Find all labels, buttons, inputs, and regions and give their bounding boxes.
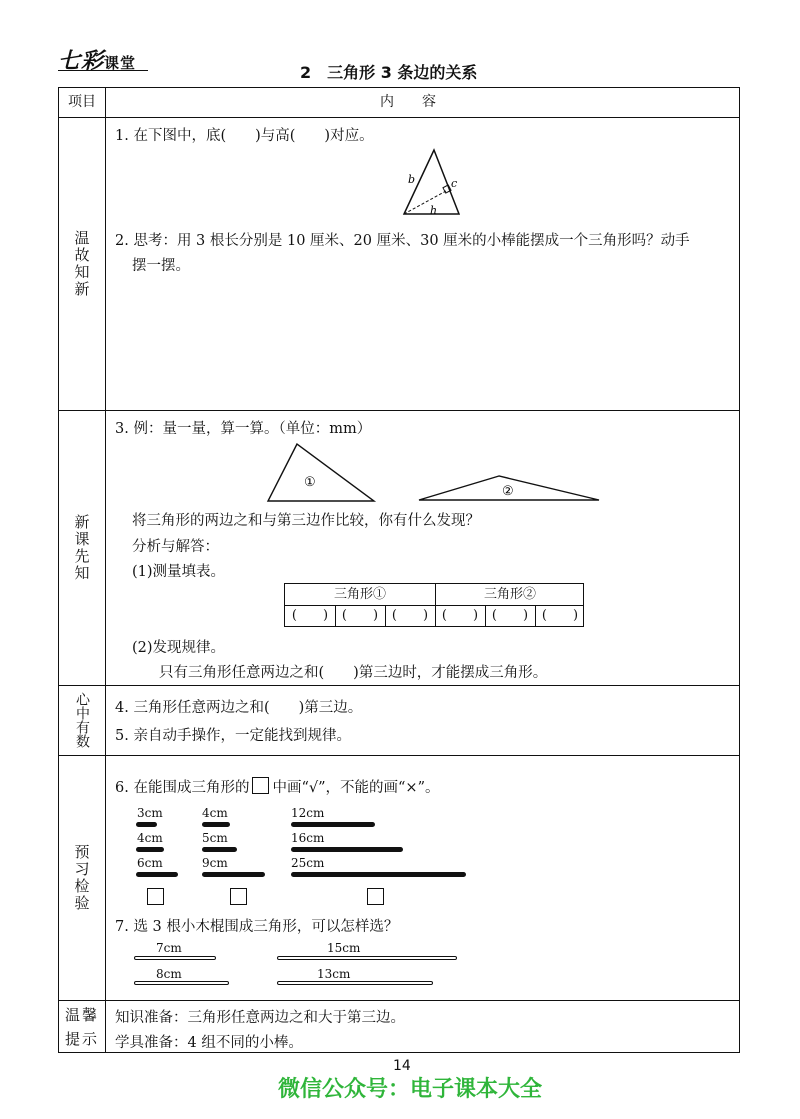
section-preview-label: 预习检验 (72, 843, 91, 912)
stick-15cm (277, 956, 457, 960)
bar-label: 9cm (202, 856, 228, 870)
question-4: 4. 三角形任意两边之和( )第三边。 (115, 700, 363, 716)
triangle-1 (268, 444, 374, 501)
stick-bar-16cm (291, 847, 403, 852)
header-content: 内容 (380, 94, 464, 110)
stick-bar-3cm (136, 822, 157, 827)
section-review-label: 温故知新 (72, 229, 91, 298)
stick-label: 8cm (156, 967, 182, 981)
height-line (404, 191, 446, 214)
bar-label: 25cm (291, 856, 325, 870)
stick-label: 7cm (156, 941, 182, 955)
bar-label: 5cm (202, 831, 228, 845)
stick-bar-5cm (202, 847, 237, 852)
tip-line-1: 知识准备：三角形任意两边之和大于第三边。 (115, 1010, 405, 1026)
section-tips-label: 温馨提示 (64, 1006, 99, 1048)
question-5: 5. 亲自动手操作，一定能找到规律。 (115, 728, 351, 744)
question-6-part-b: 中画“√”，不能的画“×”。 (272, 780, 440, 796)
table-cell[interactable]: ( ) (491, 608, 529, 623)
question-7: 7. 选 3 根小木棍围成三角形，可以怎样选？ (115, 919, 399, 935)
section-mind-label: 心中有数 (74, 692, 90, 748)
stick-label: 15cm (327, 941, 361, 955)
question-3: 3. 例：量一量，算一算。（单位：mm） (115, 421, 372, 437)
header-item: 项目 (68, 94, 96, 110)
step-1: (1)测量填表。 (132, 564, 226, 580)
label-c: c (451, 177, 458, 190)
tip-line-2: 学具准备：4 组不同的小棒。 (115, 1035, 303, 1051)
triangle-2-label: ② (502, 484, 514, 499)
watermark-text: 微信公众号：电子课本大全 (278, 1077, 543, 1102)
stick-bar-6cm (136, 872, 178, 877)
table-cell[interactable]: ( ) (341, 608, 379, 623)
stick-label: 13cm (317, 967, 351, 981)
checkbox-sample (252, 777, 269, 794)
column-divider (105, 88, 106, 1052)
question-2-line1: 2. 思考：用 3 根长分别是 10 厘米、20 厘米、30 厘米的小棒能摆成一个三角形吗？动手 (115, 233, 690, 249)
triangle-1-label: ① (304, 475, 316, 490)
table-header-2: 三角形② (483, 587, 536, 602)
logo-main: 七彩 (58, 49, 105, 74)
row-divider (59, 685, 739, 686)
answer-checkbox-3[interactable] (367, 888, 384, 905)
label-b: b (408, 173, 416, 186)
stick-7cm (134, 956, 216, 960)
section-new-lesson (59, 410, 105, 685)
page-title: 2 三角形 3 条边的关系 (300, 63, 478, 82)
prompt-text: 将三角形的两边之和与第三边作比较，你有什么发现？ (132, 513, 480, 529)
logo-sub: 课堂 (104, 54, 137, 72)
rule-text: 只有三角形任意两边之和( )第三边时，才能摆成三角形。 (159, 665, 548, 681)
row-divider (59, 410, 739, 411)
section-mind (59, 685, 105, 755)
stick-bar-9cm (202, 872, 265, 877)
bar-label: 4cm (202, 806, 228, 820)
bar-label: 16cm (291, 831, 325, 845)
page-number: 14 (393, 1058, 411, 1074)
stick-bar-25cm (291, 872, 466, 877)
table-cell[interactable]: ( ) (391, 608, 429, 623)
analysis-heading: 分析与解答： (132, 539, 219, 555)
row-divider (59, 117, 739, 118)
table-cell[interactable]: ( ) (441, 608, 479, 623)
measurement-table (284, 583, 584, 627)
bar-label: 12cm (291, 806, 325, 820)
section-tips (59, 1000, 105, 1054)
section-new-lesson-label: 新课先知 (72, 513, 91, 582)
question-2-line2: 摆一摆。 (132, 258, 190, 274)
stick-bar-4cm (202, 822, 230, 827)
table-cell[interactable]: ( ) (291, 608, 329, 623)
bar-label: 4cm (137, 831, 163, 845)
answer-checkbox-1[interactable] (147, 888, 164, 905)
question-6 (115, 776, 440, 797)
stick-bar-4cm (136, 847, 164, 852)
stick-8cm (134, 981, 229, 985)
logo-underline (58, 70, 148, 71)
table-header-1: 三角形① (333, 587, 386, 602)
table-cell[interactable]: ( ) (541, 608, 579, 623)
stick-13cm (277, 981, 433, 985)
triangle-figure (394, 146, 469, 218)
question-1: 1. 在下图中，底( )与高( )对应。 (115, 128, 374, 144)
worksheet-table (58, 87, 740, 1053)
row-divider (59, 1000, 739, 1001)
section-preview (59, 755, 105, 1000)
bar-label: 6cm (137, 856, 163, 870)
label-h: h (430, 204, 438, 217)
question-6-part-a: 6. 在能围成三角形的 (115, 780, 250, 796)
section-review (59, 117, 105, 410)
bar-label: 3cm (137, 806, 163, 820)
step-2: (2)发现规律。 (132, 640, 226, 656)
row-divider (59, 755, 739, 756)
stick-bar-12cm (291, 822, 375, 827)
example-triangles (264, 438, 604, 504)
answer-checkbox-2[interactable] (230, 888, 247, 905)
